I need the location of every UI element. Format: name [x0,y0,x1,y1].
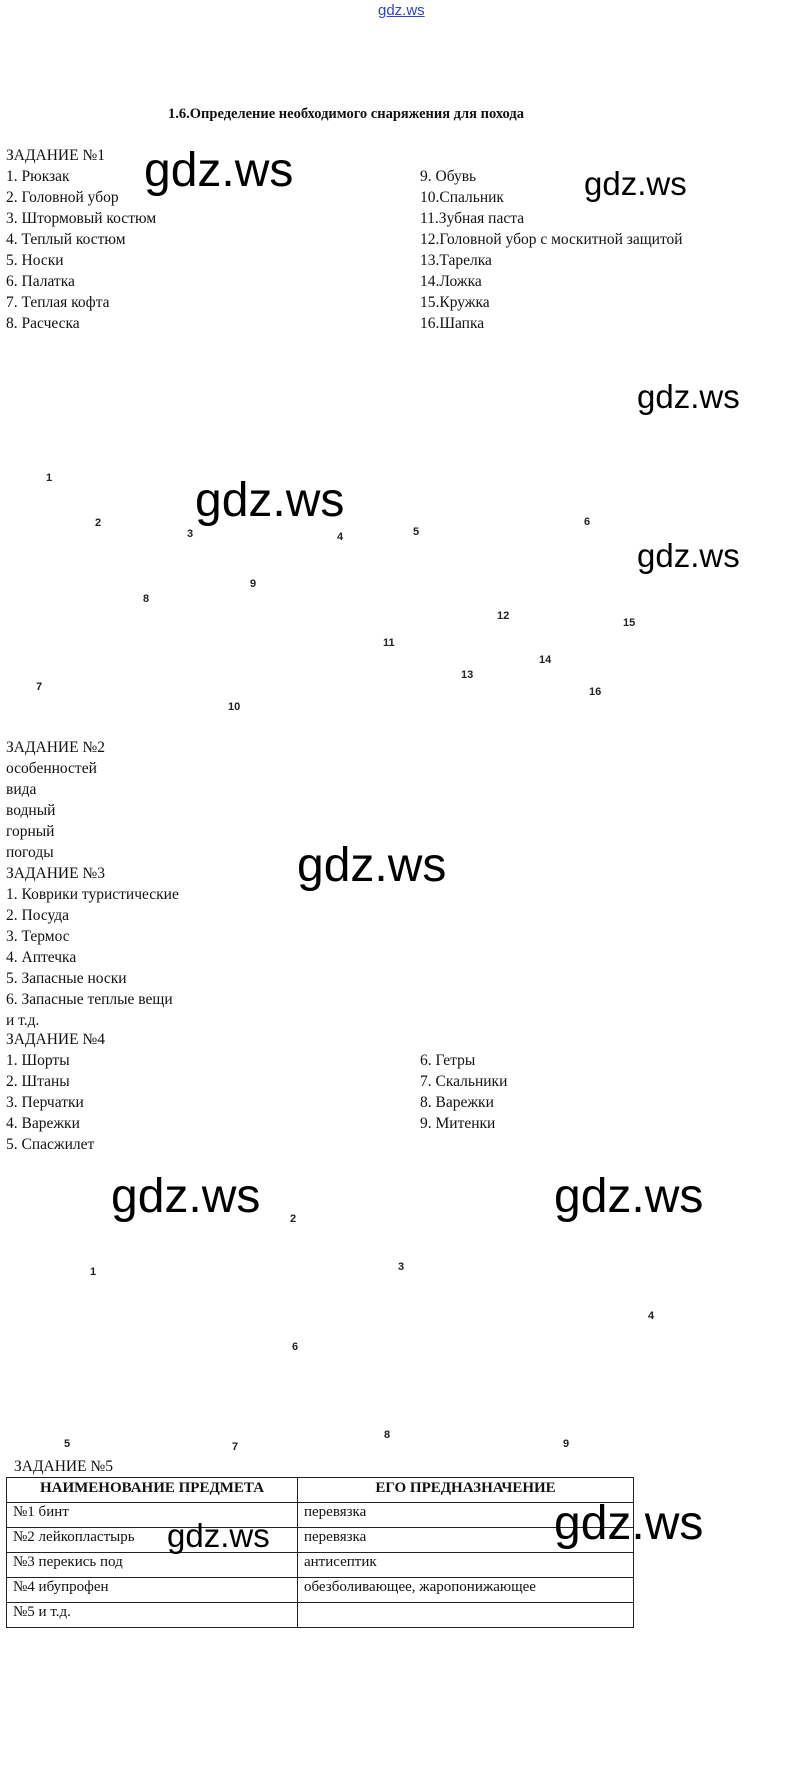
task2-line: погоды [6,844,54,861]
image1-label: 14 [539,654,552,666]
task2-line: водный [6,802,56,819]
task1-item: 2. Головной убор [6,189,119,206]
task1-item: 15.Кружка [420,294,490,311]
watermark: gdz.ws [195,474,345,527]
cell-purpose: перевязка [298,1503,634,1528]
image1-label: 5 [413,526,420,538]
cell-item: №5 и т.д. [7,1603,298,1628]
task1-item: 11.Зубная паста [420,210,525,227]
task4-item: 7. Скальники [420,1073,508,1090]
image2-label: 4 [648,1310,655,1322]
table-row [7,1528,634,1553]
task1-item: 8. Расческа [6,315,80,332]
task1-item: 6. Палатка [6,273,75,290]
table-row [7,1603,634,1628]
image1-label: 12 [497,610,510,622]
watermark: gdz.ws [554,1170,704,1223]
image1-label: 13 [461,669,474,681]
image2-label: 1 [90,1266,97,1278]
cell-purpose: обезболивающее, жаропонижающее [298,1578,634,1603]
cell-item: №2 лейкопластырь [7,1528,298,1553]
image1-label: 8 [143,593,150,605]
image2-label: 9 [563,1438,570,1450]
image1-label: 1 [46,472,53,484]
watermark: gdz.ws [554,1497,704,1550]
image1-label: 3 [187,528,194,540]
cell-purpose: антисептик [298,1553,634,1578]
image2-label: 6 [292,1341,299,1353]
task1-item: 14.Ложка [420,273,482,290]
task3-line: 5. Запасные носки [6,970,127,987]
task4-item: 2. Штаны [6,1073,70,1090]
image2-label: 2 [290,1213,297,1225]
table-row [7,1578,634,1603]
table-header-row [7,1478,634,1503]
table-row [7,1503,634,1528]
task2-line: вида [6,781,37,798]
task1-item: 5. Носки [6,252,64,269]
watermark: gdz.ws [167,1517,270,1554]
task2-line: горный [6,823,55,840]
table-row [7,1553,634,1578]
task3-line: 3. Термос [6,928,70,945]
image2-label: 3 [398,1261,405,1273]
watermark: gdz.ws [297,839,447,892]
task4-item: 5. Спасжилет [6,1136,95,1153]
image1-label: 4 [337,531,344,543]
image1-label: 11 [383,637,395,649]
task4-heading: ЗАДАНИЕ №4 [6,1031,105,1048]
task1-item: 10.Спальник [420,189,504,206]
watermark: gdz.ws [584,165,687,202]
watermark: gdz.ws [144,144,294,197]
watermark: gdz.ws [637,537,740,574]
task3-heading: ЗАДАНИЕ №3 [6,865,105,882]
image1-label: 7 [36,681,43,693]
task4-item: 8. Варежки [420,1094,494,1111]
task1-item: 9. Обувь [420,168,477,185]
task1-item: 7. Теплая кофта [6,294,110,311]
cell-purpose: перевязка [298,1528,634,1553]
task4-item: 4. Варежки [6,1115,80,1132]
image1-label: 9 [250,578,257,590]
task4-item: 6. Гетры [420,1052,476,1069]
task2-heading: ЗАДАНИЕ №2 [6,739,105,756]
image1-label: 6 [584,516,591,528]
cell-item: №1 бинт [7,1503,298,1528]
task4-item: 9. Митенки [420,1115,496,1132]
image2-label: 7 [232,1441,239,1453]
cell-purpose [298,1603,634,1628]
task1-item: 13.Тарелка [420,252,492,269]
task1-item: 12.Головной убор с москитной защитой [420,231,683,248]
col-header-name: НАИМЕНОВАНИЕ ПРЕДМЕТА [7,1478,298,1503]
cell-item: №3 перекись под [7,1553,298,1578]
task1-item: 3. Штормовый костюм [6,210,157,227]
task3-line: 1. Коврики туристические [6,886,179,903]
task1-heading: ЗАДАНИЕ №1 [6,147,105,164]
task3-line: 4. Аптечка [6,949,77,966]
task3-line: 2. Посуда [6,907,70,924]
task4-item: 3. Перчатки [6,1094,84,1111]
cell-item: №4 ибупрофен [7,1578,298,1603]
task1-item: 16.Шапка [420,315,485,332]
image1-label: 10 [228,701,241,713]
page-title: 1.6.Определение необходимого снаряжения для похода [168,106,524,122]
task3-line: 6. Запасные теплые вещи [6,991,173,1008]
task3-line: и т.д. [6,1012,40,1029]
col-header-purpose: ЕГО ПРЕДНАЗНАЧЕНИЕ [298,1478,634,1503]
task1-item: 1. Рюкзак [6,168,70,185]
image1-label: 15 [623,617,636,629]
watermark: gdz.ws [111,1170,261,1223]
image1-label: 16 [589,686,602,698]
image1-label: 2 [95,517,102,529]
top-watermark: gdz.ws [378,2,425,19]
image2-label: 8 [384,1429,391,1441]
task4-item: 1. Шорты [6,1052,70,1069]
task5-heading: ЗАДАНИЕ №5 [14,1458,113,1475]
image2-label: 5 [64,1438,71,1450]
task2-line: особенностей [6,760,97,777]
task1-item: 4. Теплый костюм [6,231,126,248]
task5-table [6,1477,634,1628]
watermark: gdz.ws [637,378,740,415]
